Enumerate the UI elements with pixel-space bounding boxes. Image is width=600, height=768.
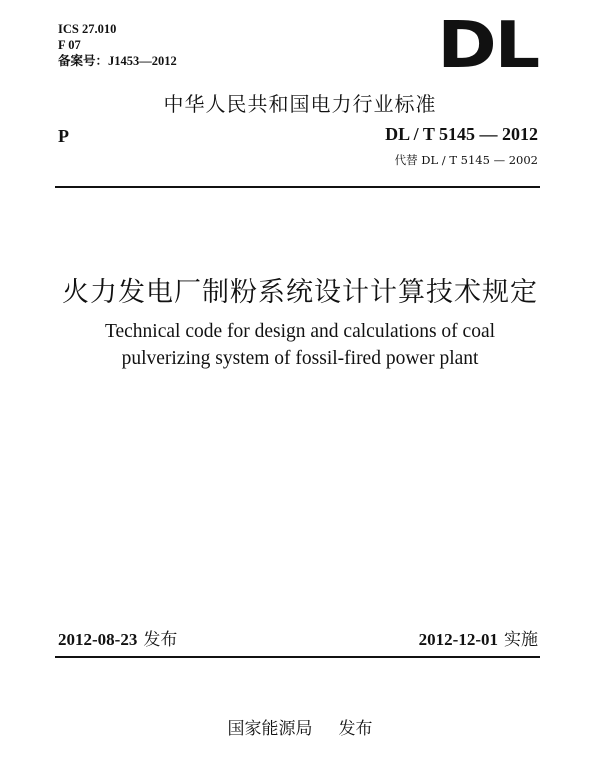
document-metadata	[58, 21, 177, 69]
classification-letter: P	[58, 126, 69, 146]
dl-logo: DL	[437, 9, 538, 83]
publisher-line	[0, 714, 600, 739]
publisher-name: 国家能源局	[227, 719, 313, 739]
title-english-line-1: Technical code for design and calculations of coal	[104, 321, 496, 342]
ics-code: ICS 27.010	[58, 22, 117, 36]
standard-number: DL / T 5145 — 2012	[385, 124, 538, 144]
ccs-code: F 07	[58, 38, 81, 52]
replaces-note: 代替 DL / T 5145 — 2002	[394, 153, 538, 167]
issue-date: 2012-08-23	[58, 630, 138, 649]
implementation-label: 实施	[504, 630, 538, 650]
publish-label: 发布	[338, 719, 373, 739]
record-number: 备案号：J1453—2012	[58, 54, 177, 68]
title-english-line-2: pulverizing system of fossil-fired power plant	[121, 348, 479, 369]
title-chinese: 火力发电厂制粉系统设计计算技术规定	[62, 277, 538, 308]
title-english	[0, 318, 600, 372]
implementation-date-block	[419, 625, 538, 650]
implementation-date: 2012-12-01	[418, 630, 498, 649]
bottom-divider	[55, 656, 540, 658]
issue-label: 发布	[143, 630, 178, 650]
top-divider	[55, 186, 540, 188]
issue-date-block	[58, 625, 177, 650]
industry-standard-heading: 中华人民共和国电力行业标准	[163, 92, 437, 116]
